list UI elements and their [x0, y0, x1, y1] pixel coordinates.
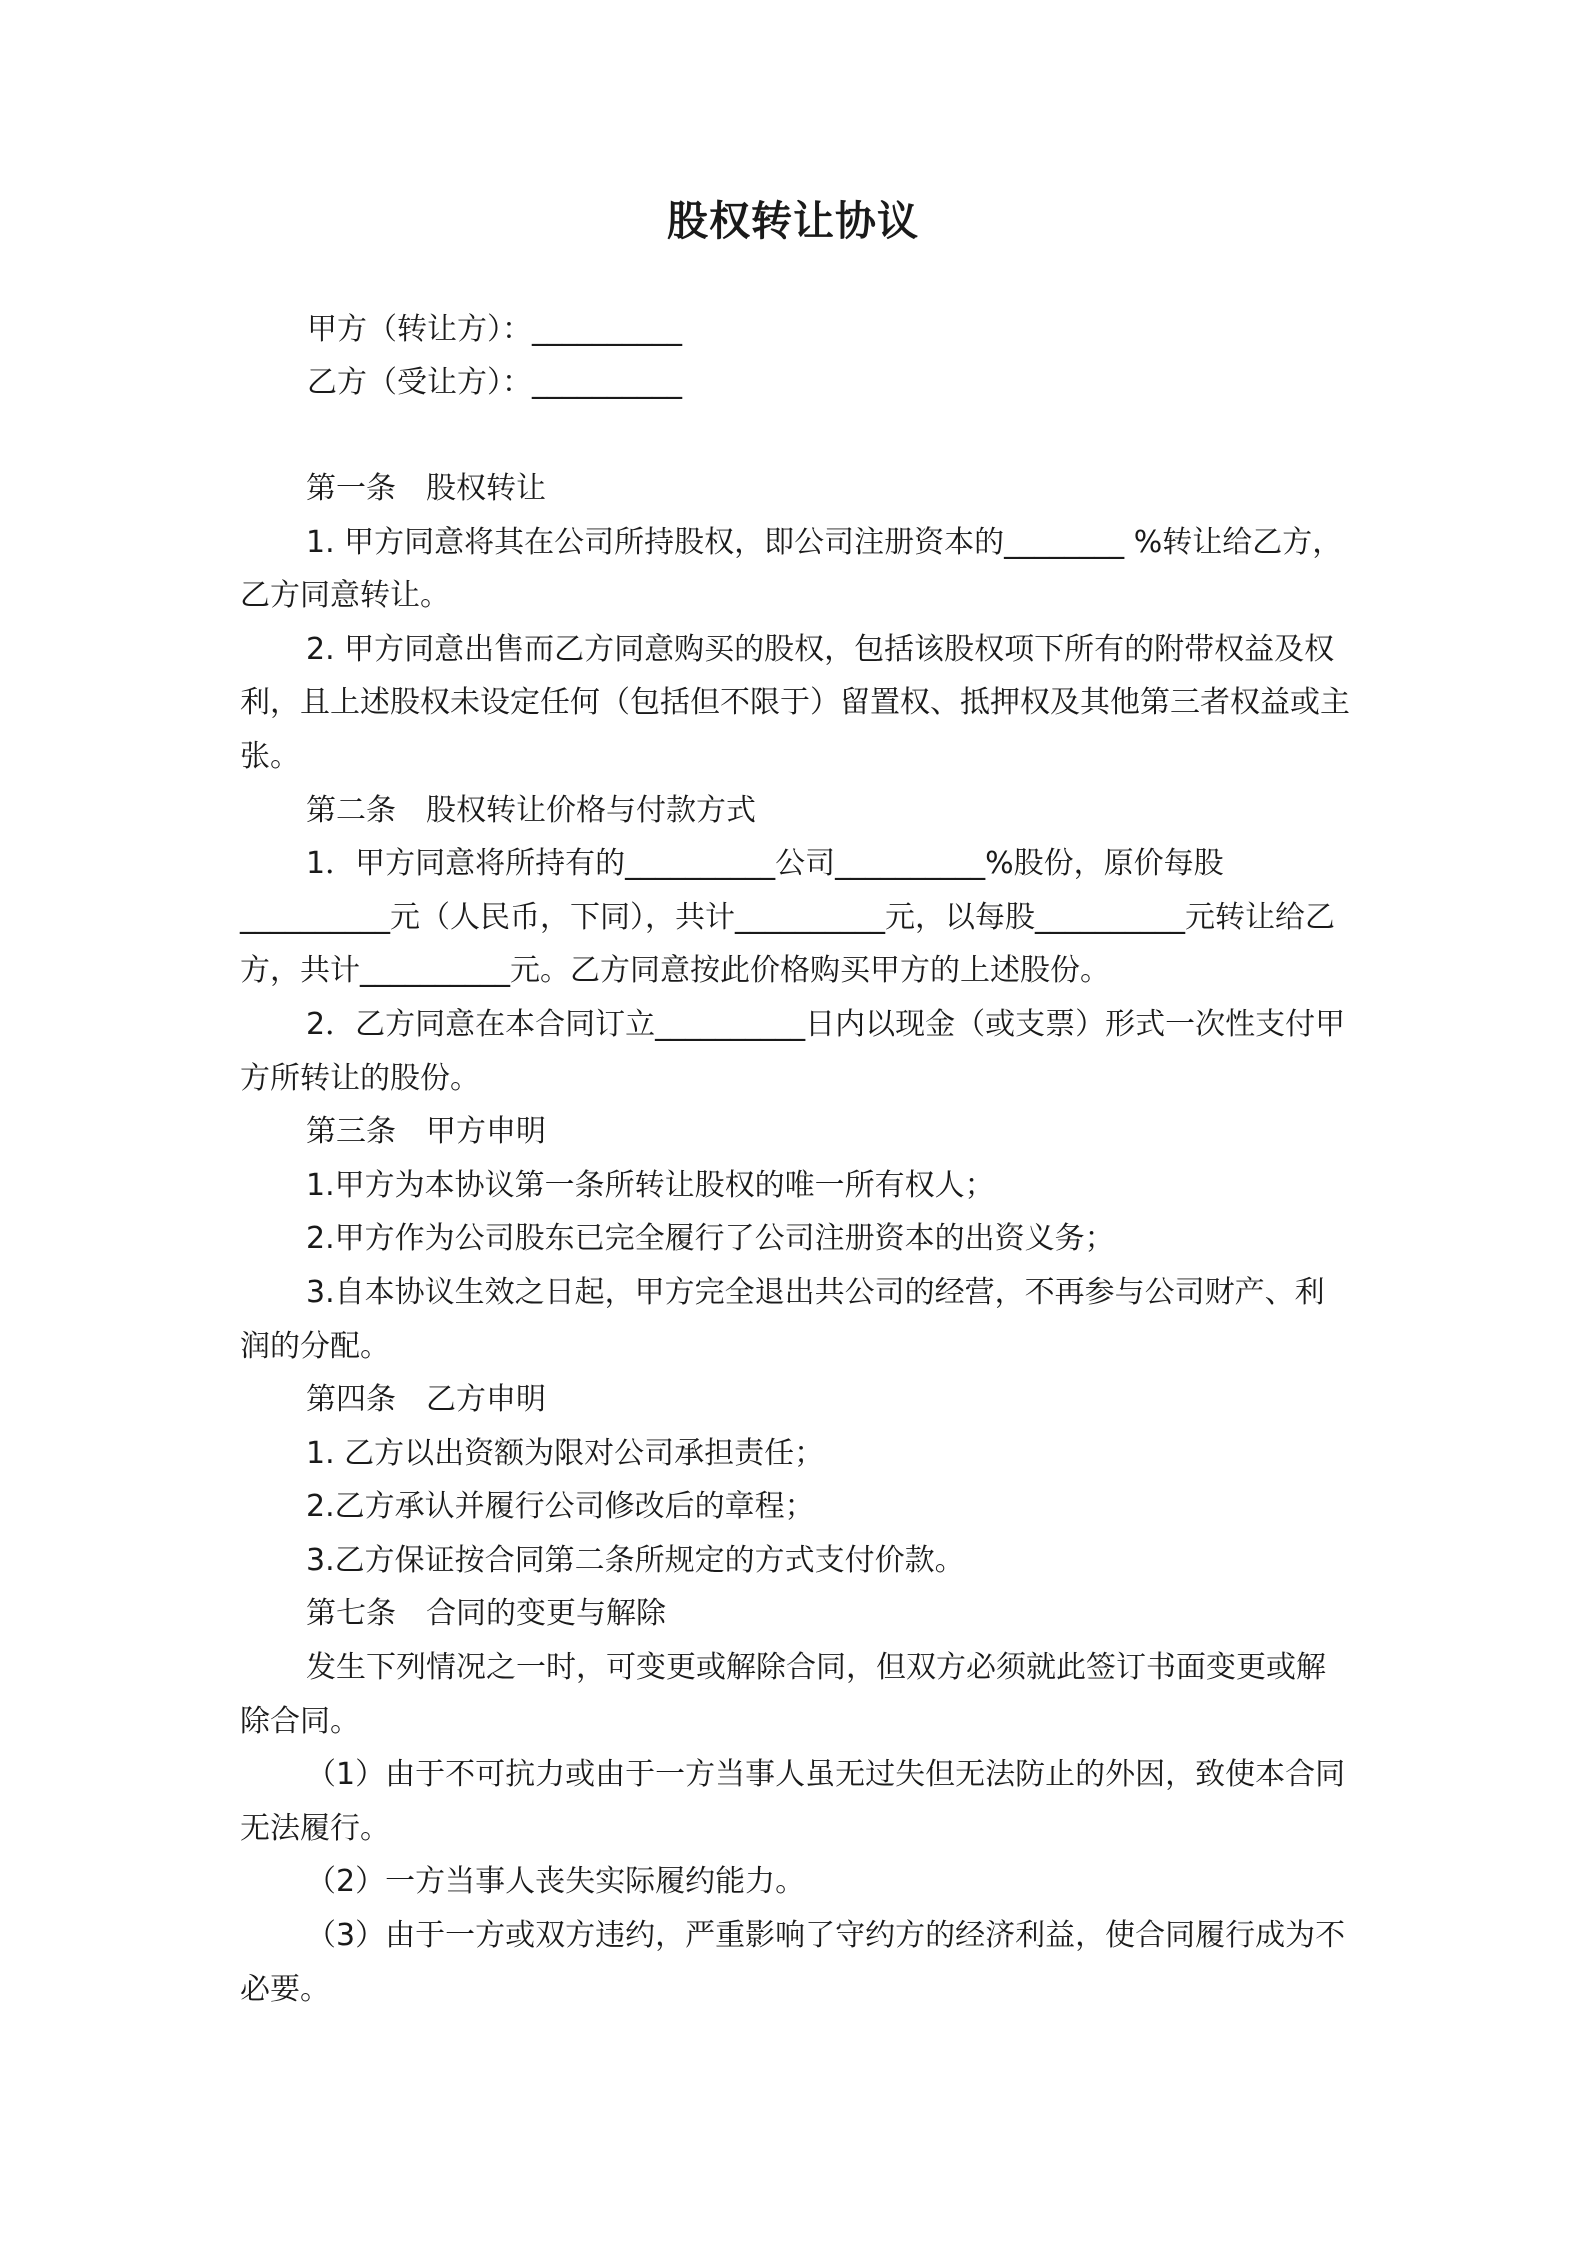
- document-title: 股权转让协议: [667, 197, 919, 245]
- article-1-clause-1: 1. 甲方同意将其在公司所持股权，即公司注册资本的________ %转让给乙方，乙方同意转让。: [240, 524, 1343, 614]
- article-4-clause-3: 3.乙方保证按合同第二条所规定的方式支付价款。: [306, 1542, 965, 1578]
- article-4-heading: 第四条 乙方申明: [306, 1382, 546, 1418]
- article-1-clause-2: 2. 甲方同意出售而乙方同意购买的股权，包括该股权项下所有的附带权益及权利，且上述股权未设定任何（包括但不限于）留置权、抵押权及其他第三者权益或主张。: [240, 631, 1350, 774]
- article-7-item-2: （2）一方当事人丧失实际履约能力。: [306, 1864, 806, 1900]
- article-2-heading: 第二条 股权转让价格与付款方式: [306, 792, 756, 828]
- article-1-heading: 第一条 股权转让: [306, 471, 546, 506]
- article-4-clause-1: 1. 乙方以出资额为限对公司承担责任；: [306, 1435, 825, 1471]
- article-3-clause-2: 2.甲方作为公司股东已完全履行了公司注册资本的出资义务；: [306, 1221, 1115, 1257]
- article-3-heading: 第三条 甲方申明: [306, 1114, 546, 1150]
- document-body: [240, 462, 1350, 2016]
- article-3-clause-1: 1.甲方为本协议第一条所转让股权的唯一所有权人；: [306, 1167, 995, 1203]
- article-7-intro: 发生下列情况之一时，可变更或解除合同，但双方必须就此签订书面变更或解除合同。: [240, 1650, 1326, 1739]
- article-2-clause-1: 1．甲方同意将所持有的__________公司__________%股份，原价每股__________元（人民币，下同），共计__________元，以每股__________元转让给乙方，共计__________元。乙方同意按此价格购买甲方的上述股份。: [240, 846, 1335, 989]
- article-7-item-3: （3）由于一方或双方违约，严重影响了守约方的经济利益，使合同履行成为不必要。: [240, 1918, 1346, 2007]
- article-2-clause-2: 2．乙方同意在本合同订立__________日内以现金（或支票）形式一次性支付甲方所转让的股份。: [240, 1006, 1346, 1096]
- article-3-clause-3: 3.自本协议生效之日起，甲方完全退出共公司的经营，不再参与公司财产、利润的分配。: [240, 1274, 1325, 1364]
- article-4-clause-2: 2.乙方承认并履行公司修改后的章程；: [306, 1489, 815, 1525]
- article-7-item-1: （1）由于不可抗力或由于一方当事人虽无过失但无法防止的外因，致使本合同无法履行。: [240, 1757, 1346, 1846]
- party-b-line: 乙方（受让方）：__________: [307, 365, 682, 400]
- party-a-line: 甲方（转让方）：__________: [307, 312, 682, 347]
- article-7-heading: 第七条 合同的变更与解除: [306, 1596, 666, 1632]
